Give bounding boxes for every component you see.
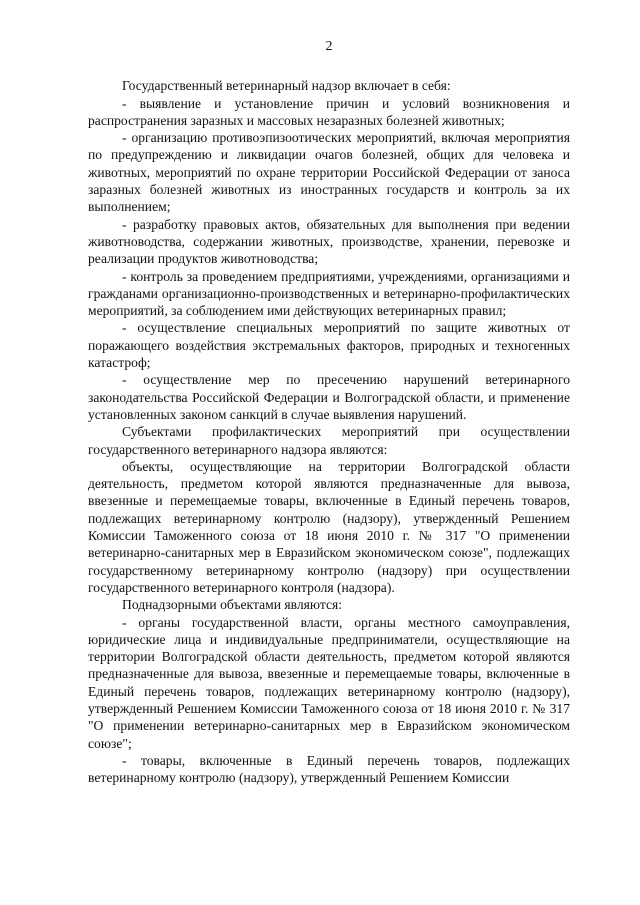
page-number: 2 [325,39,333,54]
paragraph: объекты, осуществляющие на территории Волгоградской области деятельность, предметом которой являются предназначенные для вывоза, ввезенные и перемещаемые товары, включенные в Единый перечень товаров, подлежащих ветеринарному контролю (надзору), утвержденный Решением Комиссии Таможенного союза от 18 июня 2010 г. № 317 "О применении ветеринарно-санитарных мер в Евразийском экономическом союзе", подлежащих государственному ветеринарному контролю (надзору) при осуществлении государственного ветеринарного контроля (надзора). [88,458,570,595]
paragraph: - разработку правовых актов, обязательных для выполнения при ведении животноводства, содержании животных, производстве, хранении, перевозке и реализации продуктов животноводства; [88,216,570,267]
paragraph: Субъектами профилактических мероприятий при осуществлении государственного ветеринарного надзора являются: [88,424,570,457]
paragraph: Поднадзорными объектами являются: [122,597,343,613]
document-body [88,77,570,786]
paragraph: - осуществление мер по пресечению нарушений ветеринарного законодательства Российской Федерации и Волгоградской области, и применение установленных законом санкций в случае выявления нарушений. [88,372,570,422]
paragraph: - осуществление специальных мероприятий по защите животных от поражающего воздействия экстремальных факторов, природных и техногенных катастроф; [88,320,570,371]
paragraph: - товары, включенные в Единый перечень товаров, подлежащих ветеринарному контролю (надзору), утвержденный Решением Комиссии [88,752,570,786]
paragraph: - контроль за проведением предприятиями, учреждениями, организациями и гражданами организационно-производственных и ветеринарно-профилактических мероприятий, за соблюдением ими действующих ветеринарных правил; [88,268,570,319]
paragraph: - органы государственной власти, органы местного самоуправления, юридические лица и индивидуальные предприниматели, осуществляющие на территории Волгоградской области деятельность, предметом которой являются предназначенные для вывоза, ввезенные и перемещаемые товары, включенные в Единый перечень товаров, подлежащих ветеринарному контролю (надзору), утвержденный Решением Комиссии Таможенного союза от 18 июня 2010 г. № 317 "О применении ветеринарно-санитарных мер в Евразийском экономическом союзе"; [88,614,570,751]
paragraph: - организацию противоэпизоотических мероприятий, включая мероприятия по предупреждению и ликвидации очагов болезней, общих для человека и животных, мероприятий по охране территории Российской Федерации от заноса заразных болезней животных из иностранных государств и контроль за их выполнением; [88,130,570,215]
paragraph: - выявление и установление причин и условий возникновения и распространения заразных и массовых незаразных болезней животных; [88,95,570,128]
paragraph: Государственный ветеринарный надзор включает в себя: [122,78,451,94]
